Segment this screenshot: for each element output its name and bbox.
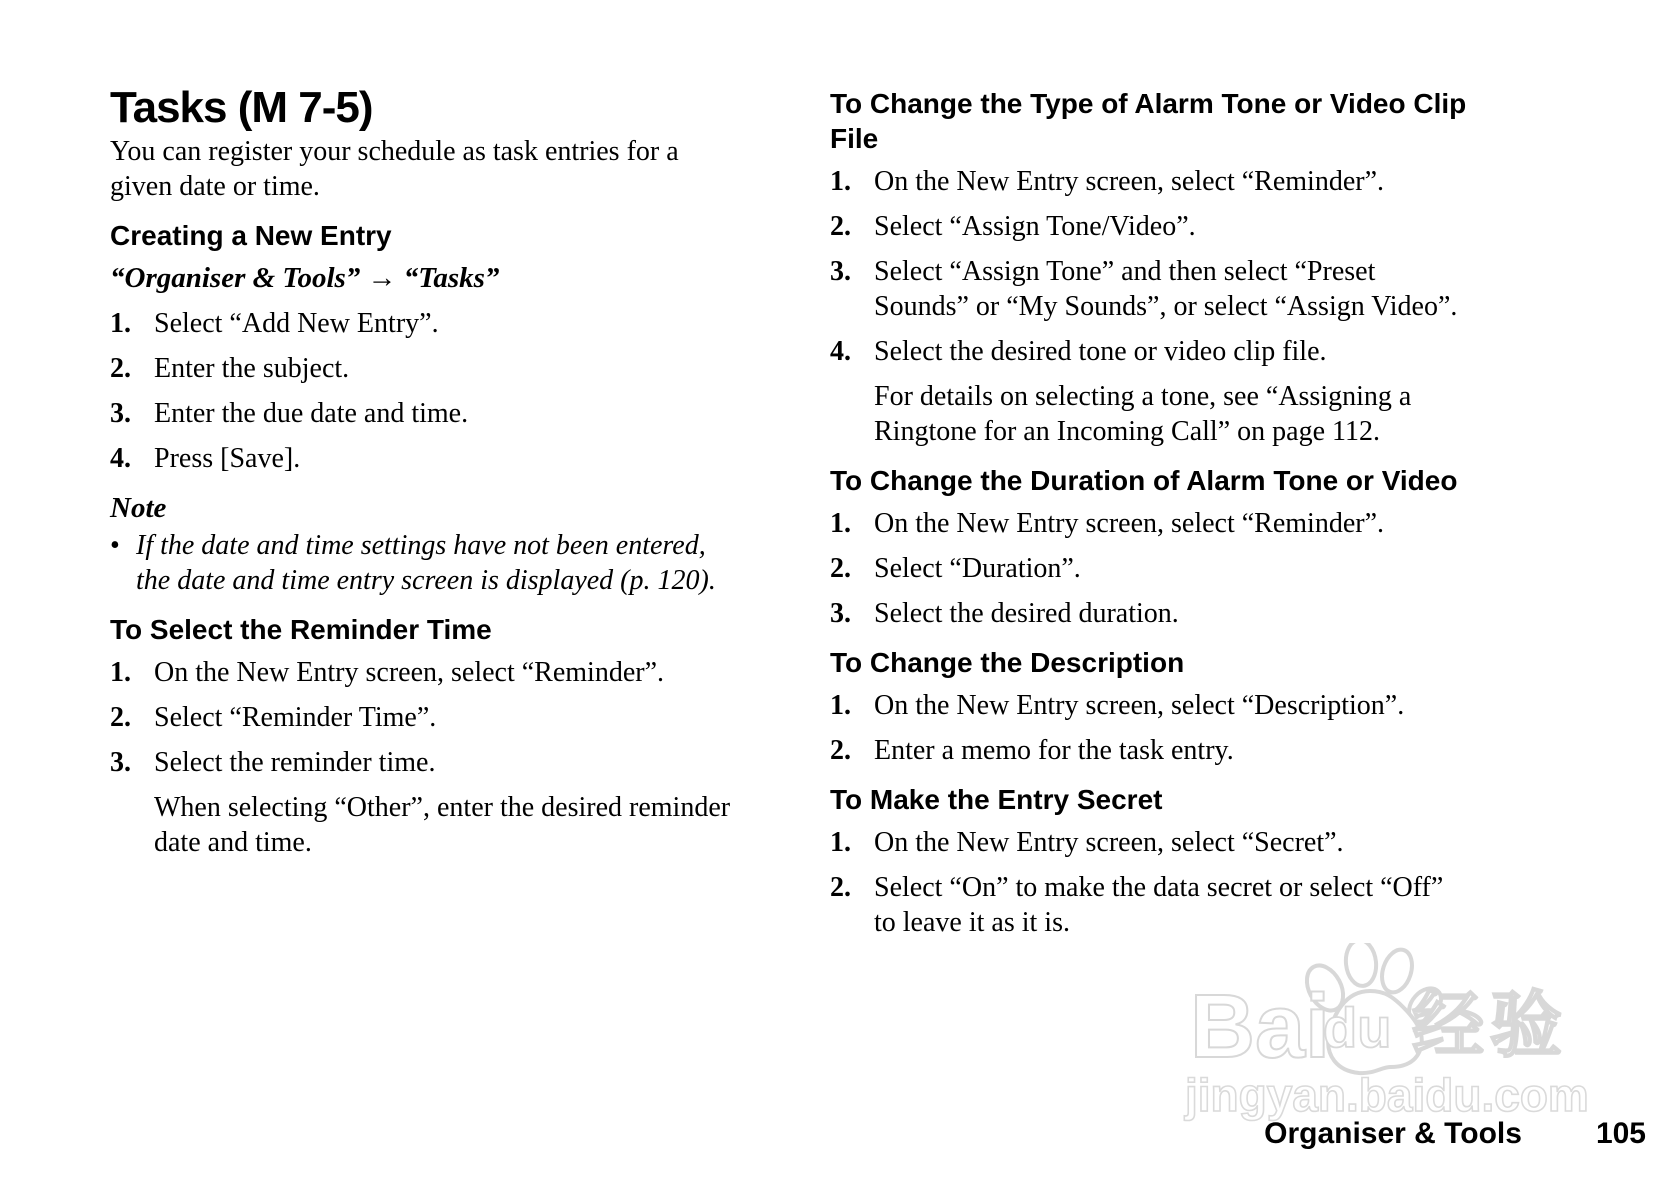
text-line: On the New Entry screen, select “Reminder”. [874, 166, 1385, 197]
list-item [830, 164, 1560, 199]
step-continuation [874, 379, 1411, 449]
section-heading-alarm-type: To Change the Type of Alarm Tone or Video Clip File [830, 88, 1467, 154]
list-item [110, 700, 835, 735]
text-line: Enter the subject. [154, 353, 350, 384]
text-line: On the New Entry screen, select “Description”. [874, 690, 1405, 721]
list-item [110, 351, 835, 386]
text-line: Press [Save]. [154, 443, 301, 474]
text-line: Select “Duration”. [874, 553, 1081, 584]
list-item [830, 209, 1560, 244]
watermark-brand-bai: Bai [1190, 977, 1331, 1077]
page-title: Tasks (M 7-5) [110, 83, 373, 132]
section-heading-secret: To Make the Entry Secret [830, 784, 1163, 815]
list-item-number: 3. [830, 598, 851, 629]
list-item-number: 4. [830, 336, 851, 367]
list-item-number: 2. [830, 553, 851, 584]
footer-page-number: 105 [1595, 1117, 1646, 1150]
text-line: Select the desired duration. [874, 598, 1179, 629]
section-heading-reminder-time: To Select the Reminder Time [110, 614, 492, 645]
list-item [830, 254, 1560, 324]
text-line: Select “Assign Tone/Video”. [874, 211, 1196, 242]
list-item-number: 3. [110, 398, 131, 429]
list-item-number: 2. [830, 735, 851, 766]
step-continuation [154, 790, 730, 860]
text-line: the date and time entry screen is displayed (p. 120). [136, 565, 716, 596]
text-line: date and time. [154, 827, 312, 858]
text-line: Enter the due date and time. [154, 398, 469, 429]
list-item-number: 1. [830, 690, 851, 721]
list-item-number: 4. [110, 443, 131, 474]
text-line: On the New Entry screen, select “Secret”. [874, 827, 1344, 858]
list-item [830, 506, 1560, 541]
text-line: to leave it as it is. [874, 907, 1070, 938]
list-item [110, 396, 835, 431]
text-line: Select the desired tone or video clip file. [874, 336, 1327, 367]
list-item-number: 1. [830, 508, 851, 539]
footer-section-label: Organiser & Tools [1264, 1117, 1522, 1150]
list-item-number: 1. [110, 308, 131, 339]
text-line: Ringtone for an Incoming Call” on page 112. [874, 416, 1380, 447]
list-item [830, 551, 1560, 586]
text-line: You can register your schedule as task entries for a [110, 136, 679, 167]
list-item [110, 745, 835, 860]
list-item [830, 733, 1560, 768]
watermark-brand-du: du [1323, 996, 1392, 1059]
list-item [830, 596, 1560, 631]
section-heading-alarm-duration: To Change the Duration of Alarm Tone or Video [830, 465, 1458, 496]
intro-paragraph [110, 134, 835, 204]
text-line: Sounds” or “My Sounds”, or select “Assign Video”. [874, 291, 1458, 322]
list-item-number: 1. [830, 827, 851, 858]
note-heading: Note [110, 492, 167, 524]
list-item [110, 306, 835, 341]
text-line: Select “Assign Tone” and then select “Preset [874, 256, 1376, 287]
list-item-number: 2. [830, 211, 851, 242]
list-item [830, 334, 1560, 449]
section-heading-creating-new-entry: Creating a New Entry [110, 220, 392, 251]
list-item-number: 3. [110, 747, 131, 778]
page-footer [1264, 1118, 1646, 1150]
list-item-number: 2. [110, 353, 131, 384]
list-item-number: 2. [110, 702, 131, 733]
left-column [110, 83, 835, 870]
text-line: Select “Add New Entry”. [154, 308, 439, 339]
list-item-number: 1. [830, 166, 851, 197]
list-item [110, 441, 835, 476]
section-heading-description: To Change the Description [830, 647, 1185, 678]
list-item [830, 870, 1560, 940]
text-line: On the New Entry screen, select “Reminder”. [154, 657, 665, 688]
text-line: For details on selecting a tone, see “Assigning a [874, 381, 1412, 412]
text-line: Enter a memo for the task entry. [874, 735, 1234, 766]
note-item [110, 528, 835, 598]
bullet-icon: • [110, 530, 120, 561]
text-line: When selecting “Other”, enter the desired reminder [154, 792, 731, 823]
list-item-number: 2. [830, 872, 851, 903]
list-item [110, 655, 835, 690]
list-item [830, 688, 1560, 723]
baidu-watermark [1185, 938, 1589, 1123]
list-item-number: 1. [110, 657, 131, 688]
text-line: Select “On” to make the data secret or select “Off” [874, 872, 1444, 903]
watermark-url: jingyan.baidu.com [1185, 1069, 1589, 1121]
list-item-number: 3. [830, 256, 851, 287]
text-line: On the New Entry screen, select “Reminder”. [874, 508, 1385, 539]
right-column [830, 86, 1560, 950]
text-line: Select “Reminder Time”. [154, 702, 437, 733]
text-line: given date or time. [110, 171, 320, 202]
menu-path: “Organiser & Tools” → “Tasks” [110, 262, 500, 294]
watermark-brand-chinese: 经验 [1412, 986, 1569, 1066]
text-line: If the date and time settings have not been entered, [136, 530, 706, 561]
list-item [830, 825, 1560, 860]
text-line: Select the reminder time. [154, 747, 436, 778]
